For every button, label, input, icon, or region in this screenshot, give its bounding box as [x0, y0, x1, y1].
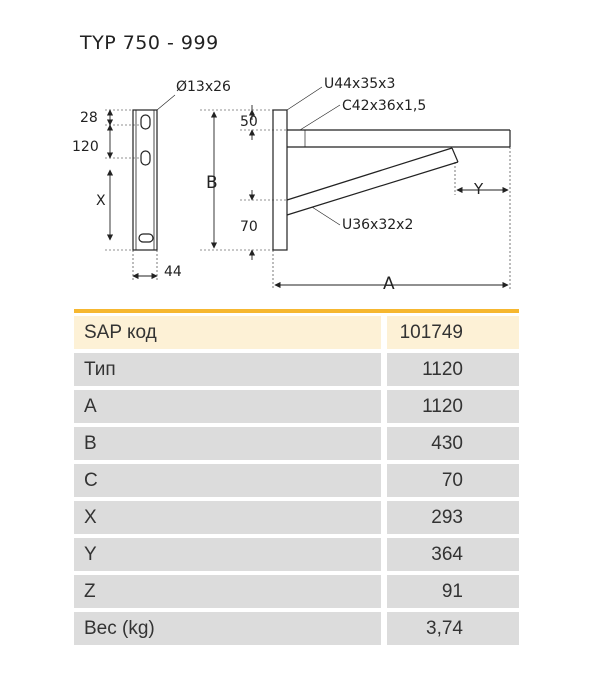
row-key: Тип [74, 353, 381, 386]
row-value: 91 [387, 575, 519, 608]
row-key: Z [74, 575, 381, 608]
row-value: 70 [387, 464, 519, 497]
row-value: 101749 [387, 316, 519, 349]
dim-b-label: B [206, 173, 218, 193]
dim-44-label: 44 [164, 264, 182, 280]
dim-50-label: 50 [240, 114, 258, 130]
profile-u36-label: U36x32x2 [342, 217, 414, 233]
table-row [74, 575, 519, 608]
table-row [74, 353, 519, 386]
row-value: 1120 [387, 353, 519, 386]
table-row [74, 538, 519, 571]
table-row [74, 464, 519, 497]
profile-c42-label: C42x36x1,5 [342, 98, 427, 114]
row-key: Y [74, 538, 381, 571]
dim-y-label: Y [474, 180, 484, 198]
row-value: 1120 [387, 390, 519, 423]
table-row [74, 316, 519, 349]
row-value: 293 [387, 501, 519, 534]
dim-x-label: X [96, 193, 106, 209]
dim-120-label: 120 [72, 139, 99, 155]
profile-u44-label: U44x35x3 [324, 76, 396, 92]
row-key: B [74, 427, 381, 460]
row-key: X [74, 501, 381, 534]
dim-28-label: 28 [80, 110, 98, 126]
table-row [74, 612, 519, 645]
dim-70-label: 70 [240, 219, 258, 235]
diagram-title: TYP 750 - 999 [80, 32, 219, 54]
dim-a-label: A [383, 274, 395, 294]
spec-table [74, 309, 519, 649]
row-value: 364 [387, 538, 519, 571]
bracket-drawing [0, 0, 600, 300]
table-row [74, 427, 519, 460]
row-value: 430 [387, 427, 519, 460]
row-key: C [74, 464, 381, 497]
hole-size-label: Ø13x26 [176, 79, 231, 95]
row-key: A [74, 390, 381, 423]
row-key: SAP код [74, 316, 381, 349]
table-row [74, 390, 519, 423]
side-plate-view [105, 95, 175, 280]
table-row [74, 501, 519, 534]
row-value: 3,74 [387, 612, 519, 645]
row-key: Вес (kg) [74, 612, 381, 645]
